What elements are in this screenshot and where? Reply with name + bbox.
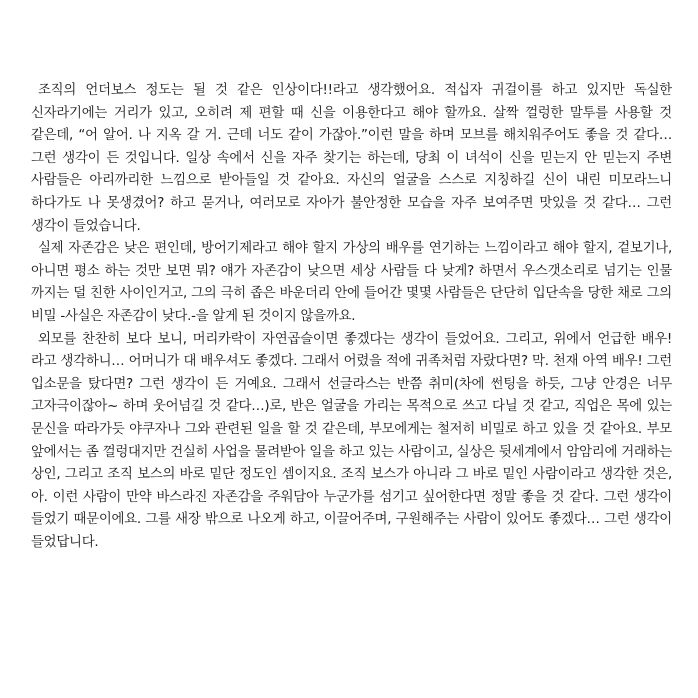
document-body — [31, 80, 672, 554]
paragraph-1: 조직의 언더보스 정도는 될 것 같은 인상이다!!라고 생각했어요. 적십자 귀걸이를 하고 있지만 독실한 신자라기에는 거리가 있고, 오히려 제 편할 때 신을 이용한다고 해야 할까요. 살짝 껄렁한 말투를 사용할 것 같은데, “어 알어. 나 지옥 갈 거. 근데 너도 같이 가잖아.”이런 말을 하며 모브를 해치워주어도 좋을 것 같다… 그런 생각이 든 것입니다. 일상 속에서 신을 자주 찾기는 하는데, 당최 이 녀석이 신을 믿는지 안 믿는지 주변 사람들은 아리까리한 느낌으로 받아들일 것 같아요. 자신의 얼굴을 스스로 지칭하길 신이 내린 미모라느니 하다가도 나 못생겼어? 하고 묻거나, 여러모로 자아가 불안정한 모습을 자주 보여주면 맛있을 것 같다… 그런 생각이 들었습니다. — [31, 83, 672, 234]
paragraph-3: 외모를 찬찬히 보다 보니, 머리카락이 자연곱슬이면 좋겠다는 생각이 들었어요. 그리고, 위에서 언급한 배우!라고 생각하니… 어머니가 대 배우셔도 좋겠다. 그래서 어렸을 적에 귀족처럼 자랐다면? 막. 천재 아역 배우! 그런 입소문을 탔다면? 그런 생각이 든 거예요. 그래서 선글라스는 반쯤 취미(차에 썬팅을 하듯, 그냥 안경은 너무 고자극이잖아~ 하며 웃어넘길 것 같다…)로, 반은 얼굴을 가리는 목적으로 쓰고 다닐 것 같고, 직업은 목에 있는 문신을 따라가듯 야쿠자나 그와 관련된 일을 할 것 같은데, 부모에게는 철저히 비밀로 하고 있을 것 같아요. 부모 앞에서는 좀 껄렁대지만 건실히 사업을 물려받아 일을 하고 있는 사람이고, 실상은 뒷세계에서 암암리에 거래하는 상인, 그리고 조직 보스의 바로 밑단 정도인 셈이지요. 조직 보스가 아니라 그 바로 밑인 사람이라고 생각한 것은, 아. 이런 사람이 만약 바스라진 자존감을 주워담아 누군가를 섬기고 싶어한다면 정말 좋을 것 같다. 그런 생각이 들었기 때문이에요. 그를 새장 밖으로 나오게 하고, 이끌어주며, 구원해주는 사람이 있어도 좋겠다… 그런 생각이 들었답니다. — [31, 331, 672, 550]
paragraph-2: 실제 자존감은 낮은 편인데, 방어기제라고 해야 할지 가상의 배우를 연기하는 느낌이라고 해야 할지, 겉보기나, 아니면 평소 하는 것만 보면 뭐? 얘가 자존감이 낮으면 세상 사람들 다 낮게? 하면서 우스갯소리로 넘기는 인물 까지는 덜 친한 사이인거고, 그의 극히 좁은 바운더리 안에 들어간 몇몇 사람들은 단단히 입단속을 당한 채로 그의 비밀 -사실은 자존감이 낮다.-을 알게 된 것이지 않을까요. — [31, 241, 672, 324]
